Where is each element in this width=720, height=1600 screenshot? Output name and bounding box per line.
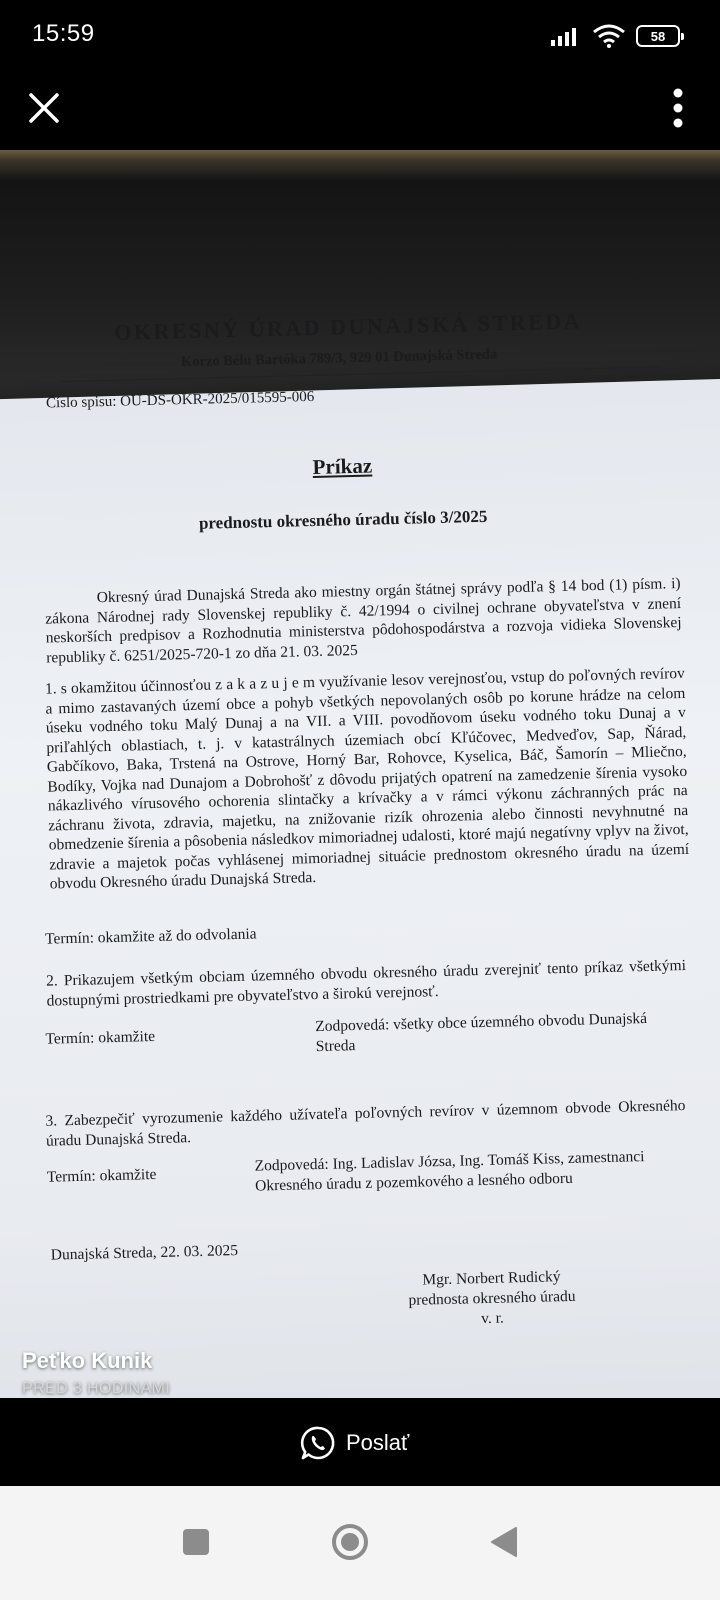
document-file-number: Číslo spisu: OU-DS-OKR-2025/015595-006	[45, 388, 315, 412]
back-button[interactable]	[474, 1512, 534, 1572]
top-app-bar	[0, 72, 720, 150]
author-info	[22, 1348, 170, 1398]
status-icons	[550, 22, 680, 50]
document-place-date: Dunajská Streda, 22. 03. 2025	[50, 1242, 239, 1264]
document-heading: Príkaz	[312, 453, 373, 479]
navigation-bar	[0, 1486, 720, 1600]
action-bar	[0, 1398, 720, 1486]
send-button[interactable]	[300, 1424, 409, 1462]
signer-vr: v. r.	[480, 1309, 505, 1328]
home-icon	[330, 1522, 370, 1562]
document-term-2: Termín: okamžite	[45, 1028, 156, 1048]
document-term-3: Termín: okamžite	[46, 1166, 157, 1186]
whatsapp-icon	[300, 1425, 336, 1461]
wifi-icon	[592, 24, 626, 48]
more-options-button[interactable]	[658, 82, 698, 134]
recents-icon	[182, 1528, 210, 1556]
document-point-1: 1. s okamžitou účinnosťou z a k a z u j e m využívanie lesov verejnosťou, vstup do poľovných revírov a mimo zastavaných území obce a pohyb všetkých nepovolaných osôb po korune hrádze na celom úseku vodného toku Malý Dunaj a na VII. a VIII. povodňovom úseku vodného toku Dunaj a v priľahlých oblastiach, t. j. v katastrálnych územiach obcí Kľúčovec, Medveďov, Sap, Ňárad, Gabčíkovo, Baka, Trstená na Ostrove, Horný Bar, Rohovce, Kyselica, Báč, Šamorín – Mliečno, Bodíky, Vojka nad Dunajom a Dobrohošť z dôvodu prijatých opatrení na zamedzenie šírenia vysoko nákazlivého vírusového ochorenia slintačky a krívačky a v rámci výkonu záchranných prác na záchranu života, zdravia, majetku, na znižovanie rizík ohrozenia alebo činnosti nevyhnutné na obmedzenie šírenia a pôsobenia následkov mimoriadnej udalosti, ktoré majú negatívny vplyv na život, zdravie a majetok počas vyhlásenej mimoriadnej situácie prednostom okresného úradu na území obvodu Okresného úradu Dunajská Streda.	[44, 664, 690, 893]
status-bar	[0, 0, 720, 72]
document-term-1: Termín: okamžite až do odvolania	[44, 925, 257, 948]
document-responsible-2: Zodpovedá: všetky obce územného obvodu Dunajská Streda	[315, 1009, 648, 1055]
signal-icon	[550, 26, 582, 46]
recents-button[interactable]	[166, 1512, 226, 1572]
document-address: Korzo Bélu Bartóka 789/3, 929 01 Dunajská Streda	[180, 346, 498, 371]
document-point-3: 3. Zabezpečiť vyrozumenie každého užívateľa poľovných revírov v územnom obvode Okresného úradu Dunajská Streda.	[45, 1097, 686, 1150]
signer-name: Mgr. Norbert Rudický	[422, 1268, 561, 1289]
status-time: 15:59	[32, 20, 95, 47]
document-subheading: prednostu okresného úradu číslo 3/2025	[198, 506, 488, 533]
photo-dark-area	[0, 150, 720, 410]
signer-role: prednosta okresného úradu	[408, 1287, 576, 1309]
document-office: OKRESNÝ ÚRAD DUNAJSKÁ STREDA	[113, 308, 583, 345]
document-responsible-3: Zodpovedá: Ing. Ladislav Józsa, Ing. Tomáš Kiss, zamestnanci Okresného úradu z pozemkového a lesného odboru	[254, 1148, 645, 1195]
close-icon	[28, 92, 60, 124]
document-signature	[381, 1266, 602, 1331]
document-paper	[0, 378, 720, 1425]
author-name: Peťko Kunik	[22, 1348, 153, 1373]
close-button[interactable]	[20, 84, 68, 132]
more-vertical-icon	[673, 88, 683, 128]
post-time: PRED 3 HODINAMI	[22, 1380, 171, 1397]
battery-level: 58	[650, 28, 666, 44]
back-icon	[489, 1526, 519, 1558]
send-label: Poslať	[346, 1430, 410, 1455]
battery-icon	[636, 25, 680, 47]
home-button[interactable]	[320, 1512, 380, 1572]
document-intro: Okresný úrad Dunajská Streda ako miestny orgán štátnej správy podľa § 14 bod (1) písm. i) zákona Národnej rady Slovenskej republiky č. 42/1994 o civilnej ochrane obyvateľstva v znení neskorších predpisov a Rozhodnutia ministerstva pôdohospodárstva a rozvoja vidieka Slovenskej republiky č. 6251/2025-720-1 zo dňa 21. 03. 2025	[45, 575, 682, 667]
document-point-2: 2. Prikazujem všetkým obciam územného obvodu okresného úradu zverejniť tento príkaz všetkými dostupnými prostriedkami pre obyvateľstvo a širokú verejnosť.	[45, 957, 687, 1010]
